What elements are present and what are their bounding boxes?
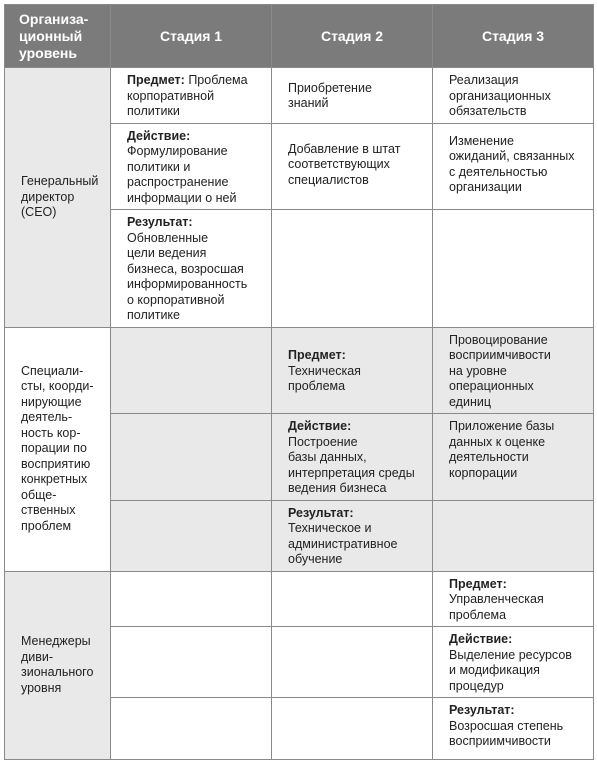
table-row <box>5 68 594 124</box>
managers-stage3-result: Результат: Возросшая степень восприимчивости <box>433 698 594 760</box>
ceo-stage3-subject: Реализация организационных обязательств <box>433 68 594 124</box>
empty-cell <box>272 571 433 627</box>
ceo-stage1-action: Действие: Формулирование политики и распространение информации о ней <box>111 123 272 210</box>
ceo-stage2-subject: Приобретение знаний <box>272 68 433 124</box>
empty-cell <box>111 571 272 627</box>
specialists-stage2-subject: Предмет: Техническая проблема <box>272 327 433 414</box>
stages-table <box>4 4 594 760</box>
specialists-stage3-action: Приложение базы данных к оценке деятельности корпорации <box>433 414 594 501</box>
table-row <box>5 327 594 414</box>
empty-cell <box>433 500 594 571</box>
header-stage-1: Стадия 1 <box>111 5 272 68</box>
ceo-stage3-action: Изменение ожиданий, связанных с деятельностью организации <box>433 123 594 210</box>
empty-cell <box>272 210 433 328</box>
header-stage-3: Стадия 3 <box>433 5 594 68</box>
specialists-stage3-subject: Провоцирование восприимчивости на уровне операционных единиц <box>433 327 594 414</box>
empty-cell <box>111 500 272 571</box>
managers-stage3-subject: Предмет: Управленческая проблема <box>433 571 594 627</box>
org-level-specialists: Специали- сты, коорди- нирующие деятель- ность кор- порации по восприятию конкретных обще- ственных проблем <box>5 327 111 571</box>
empty-cell <box>111 414 272 501</box>
empty-cell <box>272 698 433 760</box>
empty-cell <box>111 327 272 414</box>
org-level-managers: Менеджеры диви- зионального уровня <box>5 571 111 760</box>
table-row <box>5 571 594 627</box>
org-level-ceo: Генеральный директор (CEO) <box>5 68 111 328</box>
empty-cell <box>272 627 433 698</box>
ceo-stage2-action: Добавление в штат соответствующих специалистов <box>272 123 433 210</box>
empty-cell <box>111 698 272 760</box>
specialists-stage2-action: Действие: Построение базы данных, интерпретация среды ведения бизнеса <box>272 414 433 501</box>
specialists-stage2-result: Результат: Техническое и административное обучение <box>272 500 433 571</box>
header-stage-2: Стадия 2 <box>272 5 433 68</box>
managers-stage3-action: Действие: Выделение ресурсов и модификация процедур <box>433 627 594 698</box>
header-org-level: Организа- ционный уровень <box>5 5 111 68</box>
empty-cell <box>433 210 594 328</box>
ceo-stage1-subject: Предмет: Проблема корпоративной политики <box>111 68 272 124</box>
empty-cell <box>111 627 272 698</box>
ceo-stage1-result: Результат: Обновленные цели ведения бизнеса, возросшая информированность о корпоративной политике <box>111 210 272 328</box>
header-row <box>5 5 594 68</box>
